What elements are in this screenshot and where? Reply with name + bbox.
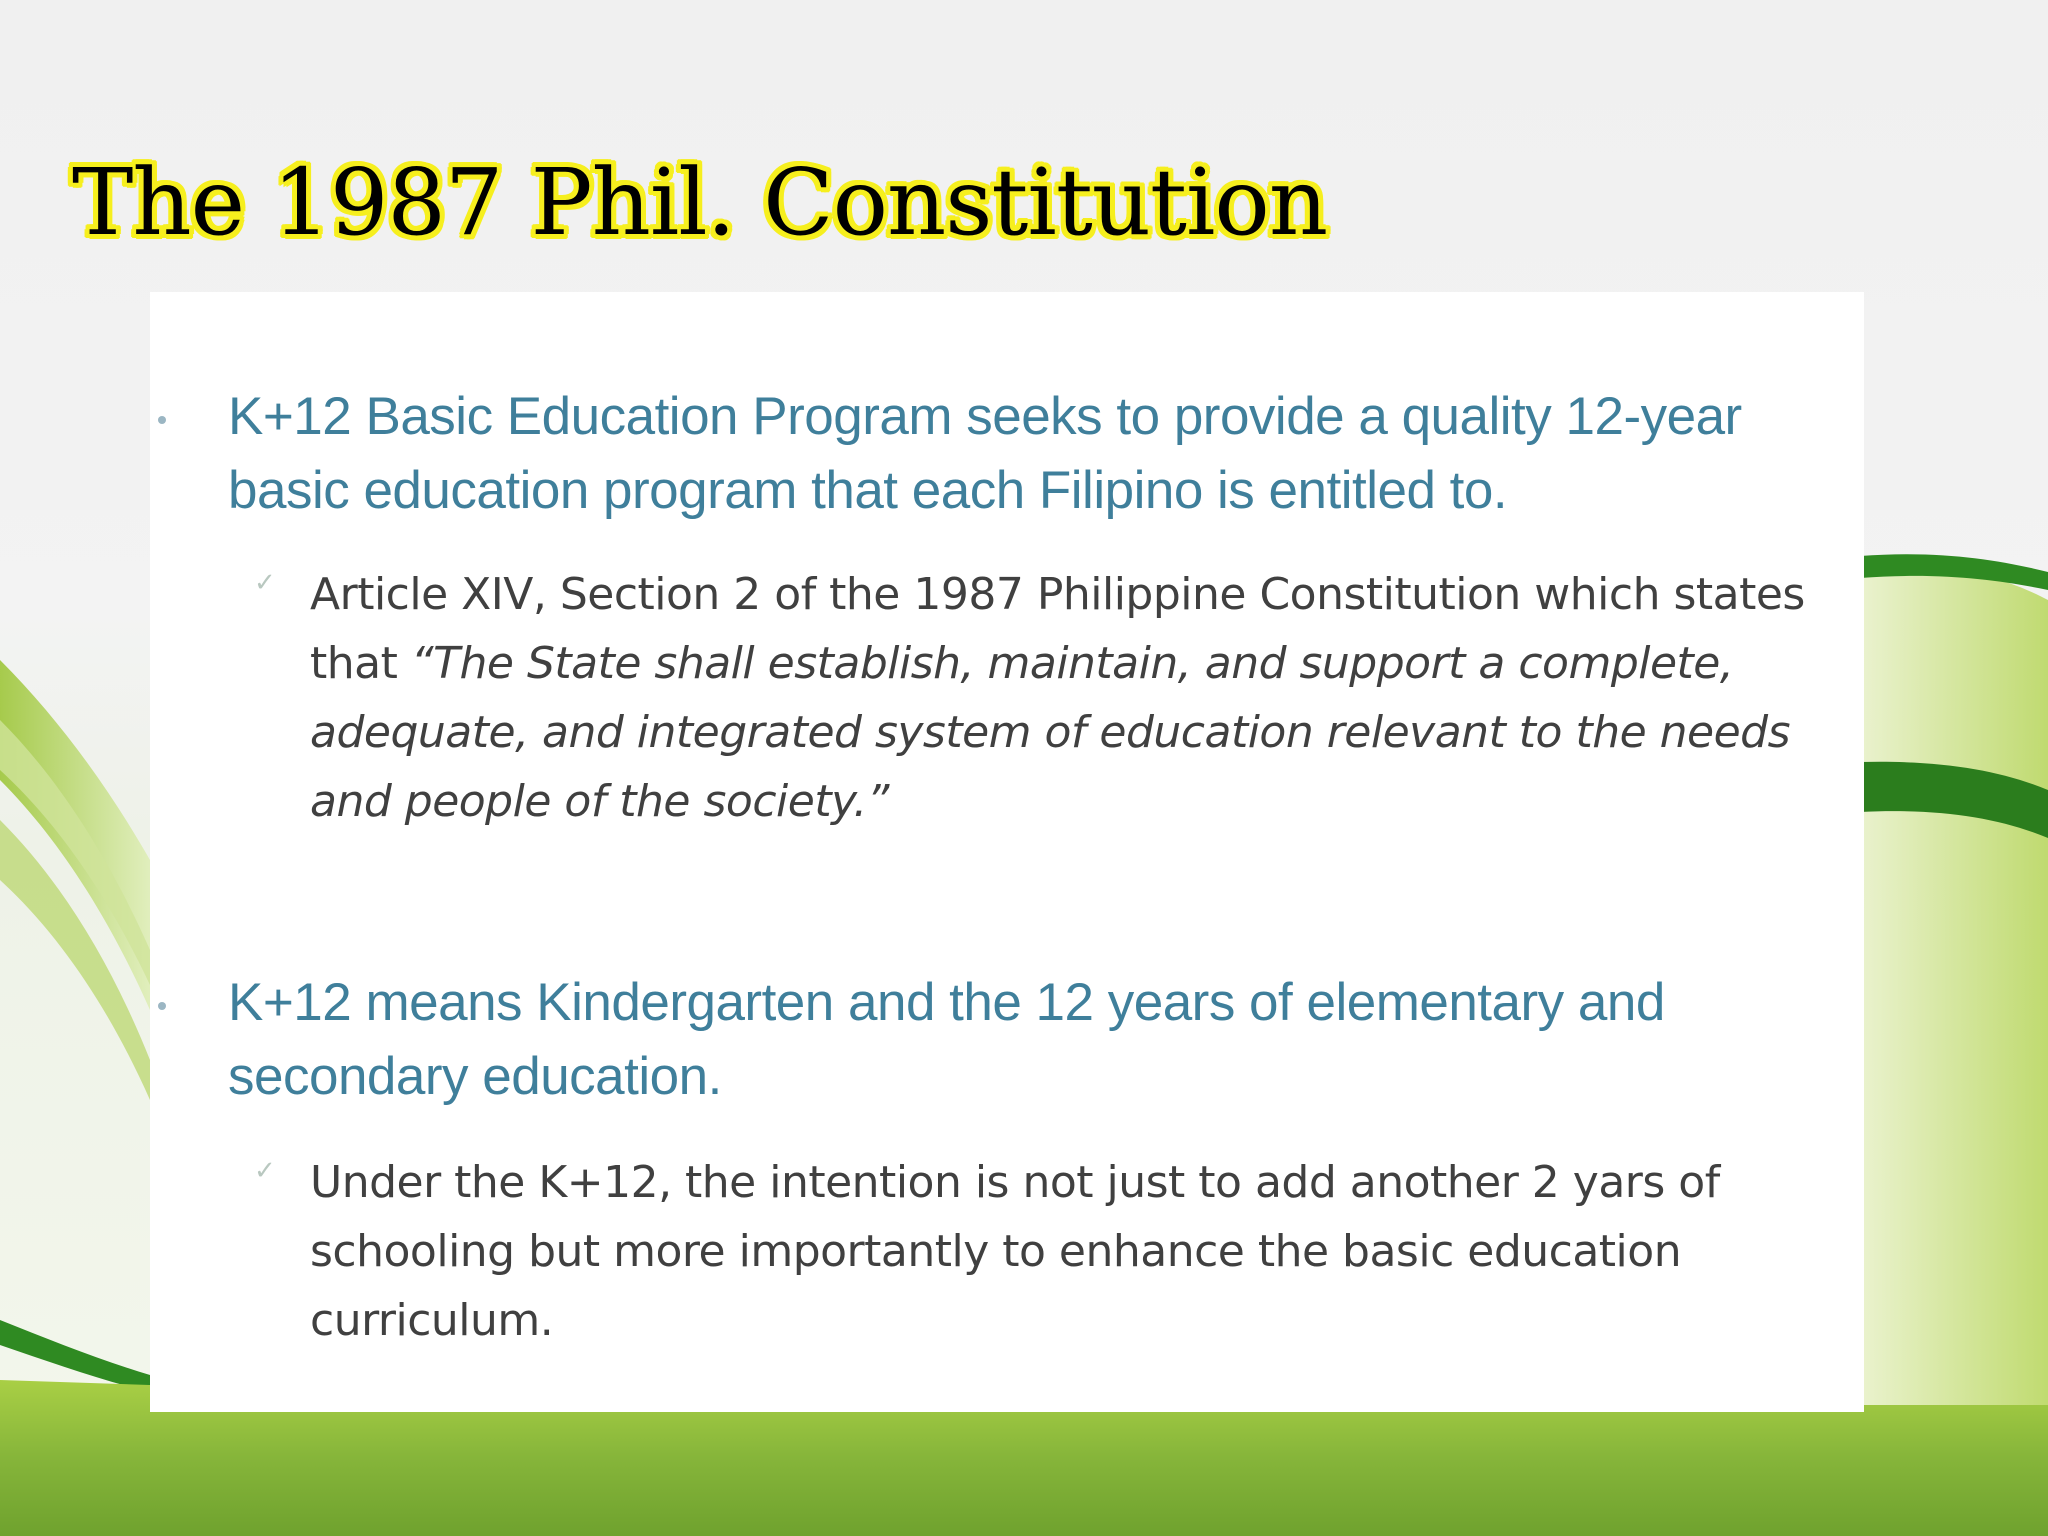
sub-bullet-text [310,560,1850,836]
constitution-quote: “The State shall establish, maintain, and support a complete, adequate, and integrated system of education relevant to the needs and people of the society.” [310,638,1791,827]
bullet-dot-icon [158,416,166,424]
checkmark-icon: ✓ [254,568,276,598]
checkmark-icon: ✓ [254,1156,276,1186]
slide-title: The 1987 Phil. Constitution [72,149,1328,256]
sub-bullet-text [310,1148,1850,1355]
bullet-dot-icon [158,1002,166,1010]
bullet-text: K+12 Basic Education Program seeks to provide a quality 12-year basic education program that each Filipino is entitled to. [228,387,1742,520]
content-panel [150,292,1864,1412]
sub-bullet-prefix: Under the K+12, the intention is not just to add another 2 yars of schooling but more importantly to enhance the basic education curriculum. [310,1157,1720,1346]
bullet-text: K+12 means Kindergarten and the 12 years of elementary and secondary education. [228,973,1665,1106]
sub-bullet-prefix: Article XIV, Section 2 of the 1987 Philippine Constitution which states that [310,569,1805,689]
